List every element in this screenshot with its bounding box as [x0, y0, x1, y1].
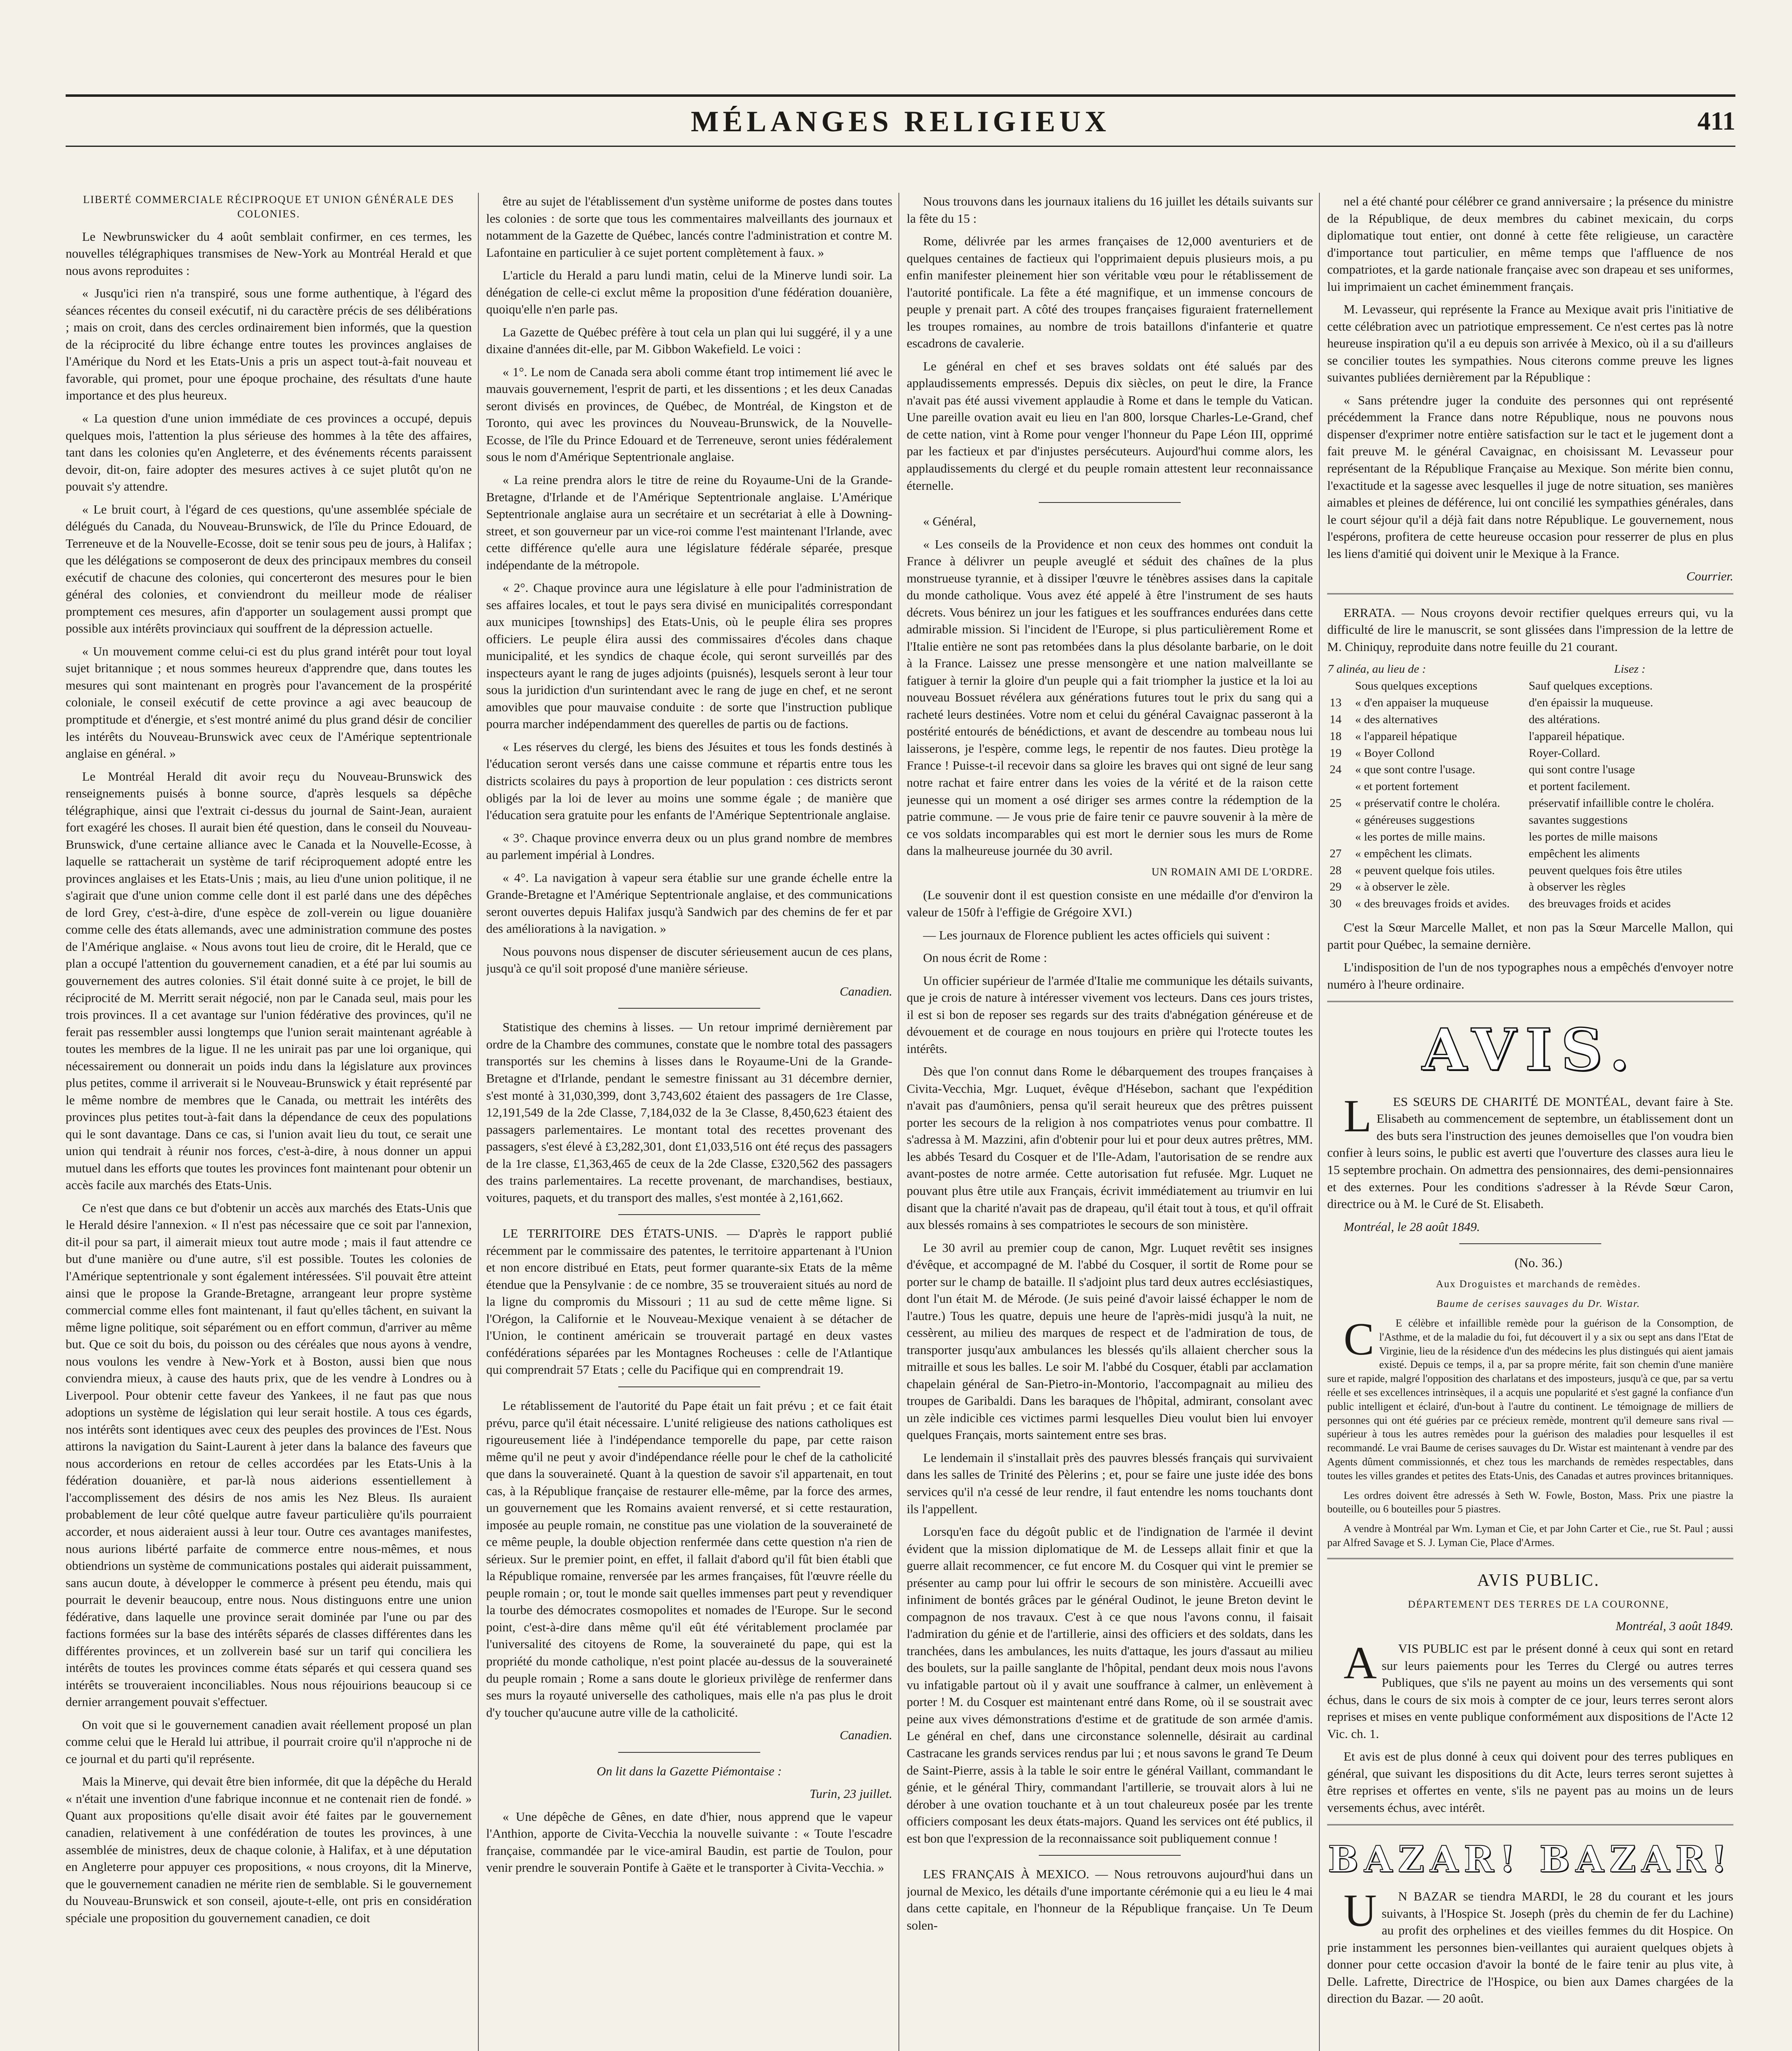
errata-correct: Sauf quelques exceptions. — [1529, 679, 1653, 693]
paragraph: « 3°. Chaque province enverra deux ou un plus grand nombre de membres au parlement impérial à Londres. — [486, 830, 892, 862]
dateline: Montréal, 3 août 1849. — [1616, 1618, 1733, 1633]
avis-public-title: AVIS PUBLIC. — [1477, 1571, 1600, 1590]
divider — [618, 1008, 761, 1009]
paragraph: Le Newbrunswicker du 4 août semblait confirmer, en ces termes, les nouvelles télégraphiques transmises de New-York au Montréal Herald et que nous avons reproduites : — [66, 229, 472, 278]
remedy-text: E célèbre et infaillible remède pour la guérison de la Consomption, de l'Asthme, et de la maladie du foi, fut découvert il y a six ou sept ans dans l'Etat de Virginie, lieu de la résidence d'un des médecins les plus distingués qui aient jamais existé. Depuis ce temps, il a, par sa propre mérite, fait son chemin d'une manière sure et rapide, malgré l'opposition des charlatans et des imposteurs, jusqu'à ce que, par sa vertu réelle et ses excellences intrinsèques, il a acquis une popularité et s'est gagné la confiance d'un public intelligent et éclairé, d'un-bout à l'autre du continent. Le témoignage de milliers de personnes qui ont été guéries par ce précieux remède, montrent qu'il demeure sans rival — supérieur à tous les autres remèdes pour la guérison des maladies pour lesquelles il est recommandé. Le vrai Baume de cerises sauvages du Dr. Wistar est maintenant à vendre par des Agents dûment commissionnés, et chez tous les marchands de remèdes respectables, dans toutes les villes grandes et petites des Etats-Unis, des Canadas et autres provinces britanniques. — [1327, 1317, 1733, 1482]
errata-intro: ERRATA. — Nous croyons devoir rectifier quelques erreurs qui, vu la difficulté de lire le manuscrit, se sont glissées dans l'impression de la lettre de M. Chiniquy, reproduite dans notre feuille du 21 courant. — [1327, 605, 1733, 654]
dateline: Montréal, le 28 août 1849. — [1344, 1219, 1480, 1234]
avis-title: AVIS. — [1422, 1016, 1639, 1084]
errata-wrong: « peuvent quelque fois utiles. — [1355, 863, 1495, 877]
paragraph: (Le souvenir dont il est question consiste en une médaille d'or d'environ la valeur de 150fr à l'effigie de Grégoire XVI.) — [907, 888, 1313, 920]
errata-correct: peuvent quelques fois être utiles — [1529, 863, 1682, 877]
errata-wrong: « préservatif contre le choléra. — [1355, 797, 1500, 810]
errata-wrong: « les portes de mille mains. — [1355, 830, 1486, 843]
errata-wrong: « généreuses suggestions — [1355, 813, 1475, 827]
errata-table — [1327, 661, 1733, 912]
errata-correct: l'appareil hépatique. — [1529, 729, 1625, 743]
department: DÉPARTEMENT DES TERRES DE LA COURONNE, — [1408, 1599, 1669, 1610]
errata-line-number: 18 — [1330, 729, 1342, 743]
divider — [1327, 593, 1733, 594]
errata-wrong: « et portent fortement — [1355, 780, 1459, 793]
errata-wrong: Sous quelques exceptions — [1355, 679, 1478, 693]
signature: UN ROMAIN AMI DE L'ORDRE. — [1152, 866, 1313, 878]
paragraph: Mais la Minerve, qui devait être bien informée, dit que la dépêche du Herald « n'était une invention d'une fabrique inconnue et ne contenait rien de fondé. » Quant aux propositions qu'elle disait avoir été faites par le gouvernement canadien, relativement à une confédération de toutes les provinces, à une assemblée de ministres, deux de chaque colonie, à Halifax, et à une députation en Angleterre pour appuyer ces propositions, « nous croyons, dit la Minerve, que le gouvernement canadien ne mérite rien de semblable. Si le gouvernement du Nouveau-Brunswick et son conseil, ajoute-t-elle, ont pris en considération spéciale une proposition du gouvernement canadien, ce doit — [66, 1774, 472, 1925]
paragraph: « Le bruit court, à l'égard de ces questions, qu'une assemblée spéciale de délégués du Canada, du Nouveau-Brunswick, de l'île du Prince Edouard, de Terreneuve et de la Nouvelle-Ecosse, doit se tenir sous peu de jours, à Halifax ; que les délégations se composeront de deux des principaux membres du conseil exécutif de chacune des colonies, qui concerteront des mesures pour le bien général des colonies, et conviendront du meilleur mode de réaliser promptement ces mesures, afin d'apporter un soulagement aussi prompt que possible aux intérêts provinciaux qui souffrent de la dépression actuelle. — [66, 502, 472, 636]
remedy-sellers: A vendre à Montréal par Wm. Lyman et Cie, et par John Carter et Cie., rue St. Paul ; aussi par Alfred Savage et S. J. Lyman Cie, Place d'Armes. — [1327, 1523, 1733, 1549]
errata-row — [1327, 829, 1733, 845]
column-rule — [478, 193, 479, 2051]
errata-correct: savantes suggestions — [1529, 813, 1628, 827]
divider — [1327, 1001, 1733, 1002]
divider — [1459, 1243, 1602, 1244]
bazar-notice — [1327, 1885, 1733, 2007]
errata-wrong: « Boyer Collond — [1355, 746, 1435, 760]
article-heading: LIBERTÉ COMMERCIALE RÉCIPROQUE ET UNION GÉNÉRALE DES COLONIES. — [83, 194, 455, 220]
dropcap: L — [1344, 1090, 1372, 1142]
avis-public-text: VIS PUBLIC est par le présent donné à ceux qui sont en retard sur leurs paiements pour les Terres du Clergé ou autres terres Publiques, que s'ils ne payent au moins un des versements qui sont échus, dans le cours de six mois à compter de ce jour, leurs terres seront alors reprises et mises en vente publique conformément aux dispositions de l'Acte 12 Vic. ch. 1. — [1327, 1641, 1733, 1741]
signature: Canadien. — [839, 1728, 892, 1743]
paragraph: On voit que si le gouvernement canadien avait réellement proposé un plan comme celui que le Herald lui attribue, il pourrait croire qu'il n'approche ni de ce journal et du parti qu'il représente. — [66, 1717, 472, 1766]
errata-note: C'est la Sœur Marcelle Mallet, et non pas la Sœur Marcelle Mallon, qui partit pour Québec, la semaine dernière. — [1327, 920, 1733, 952]
paragraph: Dès que l'on connut dans Rome le débarquement des troupes françaises à Civita-Vecchia, Mgr. Luquet, évêque d'Hésebon, sachant que l'expédition n'avait pas d'aumôniers, pensa qu'il serait heureux que des prêtres puissent porter les secours de la religion à nos compatriotes venus pour combattre. Il s'adressa à M. Mazzini, afin d'obtenir pour lui et pour deux autres prêtres, MM. les abbés Tesard du Cosquer et de l'Ile-Adam, l'autorisation de se rendre aux avant-postes de notre armée. Cette autorisation fut refusée. Mgr. Luquet ne pouvant plus être utile aux Français, écrivit immédiatement au triumvir en lui disant que la charité n'avait pas de drapeau, qu'il était tout à tous, et qu'il offrait aux blessés romains à ses compatriotes le secours de son ministère. — [907, 1064, 1313, 1232]
errata-line-number — [1327, 812, 1353, 829]
errata-row — [1327, 761, 1733, 778]
paragraph: « Les conseils de la Providence et non ceux des hommes ont conduit la France à délivrer un peuple aveuglé et séduit des chaînes de la plus monstrueuse tyrannie, et à dissiper l'œuvre le ténèbres assises dans la capitale du monde catholique. Vous avez été appelé à être l'instrument de ses hauts décrets. Vous bénirez un jour les fatigues et les souffrances endurées dans cette admirable mission. Si l'incident de l'Europe, si plus particulièrement Rome et l'Italie entière ne sont pas retombées dans la plus désolante barbarie, on le doit à la France. Laissez une presse mensongère et une nation malveillante se fatiguer à ternir la gloire d'un peuple qui a fait triompher la justice et la loi au nouveau Bossuet révélera aux générations futures tout le prix du sang qui a racheté leurs destinées. Votre nom et celui du général Cavaignac passeront à la postérité entourés de bénédictions, et avant de descendre au tombeau nous lui laisserons, je l'espère, comme legs, le repentir de nos fautes. Dieu protège la France ! Puisse-t-il recevoir dans sa gloire les braves qui ont signé de leur sang notre rachat et faire entrer dans les voies de la vérité et de la raison cette jeunesse qui un moment a osé diriger ses armes contre la rédemption de la patrie commune. — Je vous prie de faire tenir ce pauvre souvenir à la mère de ce vos soldats incomparables qui est mort le dernier sous les murs de Rome dans la malheureuse journée du 30 avril. — [907, 537, 1313, 858]
page-header — [66, 94, 1735, 154]
header-rule-top — [66, 94, 1735, 97]
errata-line-number: 13 — [1330, 696, 1342, 709]
errata-line-number: 28 — [1330, 863, 1342, 877]
errata-correct: et portent facilement. — [1529, 780, 1630, 793]
paragraph: « 4°. La navigation à vapeur sera établie sur une grande échelle entre la Grande-Bretagne et l'Amérique Septentrionale anglaise, et des communications seront ouvertes depuis Halifax jusqu'à Sandwich par des chemins de fer et par des améliorations à la navigation. » — [486, 870, 892, 936]
bazar-title: BAZAR! BAZAR! — [1328, 1838, 1733, 1881]
errata-wrong: « des breuvages froids et avides. — [1355, 897, 1510, 911]
paragraph: « Un mouvement comme celui-ci est du plus grand intérêt pour tout loyal sujet britannique ; et nous sommes heureux d'apprendre que, dans toutes les mesures qui sont maintenant en progrès pour l'avancement de la prospérité coloniale, le conseil exécutif de cette province a agi avec beaucoup de promptitude et d'énergie, et s'est montré animé du plus grand désir de concilier les intérêts du Nouveau-Brunswick avec ceux de l'Amérique septentrionale anglaise en général. » — [66, 644, 472, 761]
paragraph: On nous écrit de Rome : — [923, 950, 1047, 965]
paragraph: « Général, — [923, 514, 976, 529]
errata-correct: à observer les règles — [1529, 880, 1626, 894]
paragraph: « 1°. Le nom de Canada sera aboli comme étant trop intimement lié avec le mauvais gouvernement, l'esprit de parti, et les dissentions ; et les deux Canadas seront divisés en provinces, de Québec, de Montréal, de Kingston et de Toronto, qui avec les provinces du Nouveau-Brunswick, de la Nouvelle-Ecosse, de l'île du Prince Edouard et de Terreneuve, seront unies fédéralement sous le nom d'Amérique Septentrionale anglaise. — [486, 364, 892, 464]
errata-body — [1327, 678, 1733, 912]
errata-row — [1327, 694, 1733, 711]
errata-correct: Royer-Collard. — [1529, 746, 1600, 760]
errata-wrong: « que sont contre l'usage. — [1355, 763, 1475, 777]
avis-public-notice — [1327, 1640, 1733, 1742]
dropcap: U — [1344, 1885, 1377, 1937]
paragraph: On lit dans la Gazette Piémontaise : — [597, 1763, 782, 1778]
divider — [618, 1752, 761, 1753]
errata-header-wrong: 7 alinéa, au lieu de : — [1328, 662, 1426, 676]
paragraph: L'article du Herald a paru lundi matin, celui de la Minerve lundi soir. La dénégation de celle-ci exclut même la proposition d'une fédération douanière, quoiqu'elle n'en parle pas. — [486, 268, 892, 317]
avis-text: ES SŒURS DE CHARITÉ DE MONTÉAL, devant faire à Ste. Elisabeth au commencement de septembre, un établissement dont un des buts sera l'instruction des jeunes demoiselles que l'on voudra bien confier à leurs soins, le public est averti que l'ouverture des classes aura lieu le 15 septembre prochain. On admettra des pensionnaires, des demi-pensionnaires et des externes. Pour les conditions s'adresser à la Révde Sœur Caron, directrice ou à M. le Curé de St. Elisabeth. — [1327, 1094, 1733, 1211]
divider — [1327, 1824, 1733, 1825]
errata-header-correct: Lisez : — [1614, 662, 1646, 676]
remedy-ad — [1327, 1316, 1733, 1483]
errata-line-number — [1327, 678, 1353, 694]
errata-line-number: 24 — [1330, 763, 1342, 777]
paragraph: Et avis est de plus donné à ceux qui doivent pour des terres publiques en général, que suivant les dispositions du dit Acte, leurs terres seront sujettes à être reprises et offertes en vente, s'ils ne payent pas au moins un de leurs versements échus, avec intérêt. — [1327, 1749, 1733, 1815]
paragraph: Le 30 avril au premier coup de canon, Mgr. Luquet revêtit ses insignes d'évêque, et accompagné de M. l'abbé du Cosquer, il sortit de Rome pour se porter sur le champ de bataille. Il s'adjoint plus tard deux autres ecclésiastiques, dont l'un était M. de Mérode. (Je suis peiné d'avoir laissé échapper le nom de l'autre.) Tous les quatre, depuis une heure de l'après-midi jusqu'à la nuit, ne cessèrent, au milieu des marques de respect et de l'admiration de tous, de transporter jusqu'aux ambulances les blessés qu'ils allaient chercher sous la mitraille et sous les balles. Le soir M. l'abbé du Cosquer, établi par acclamation chapelain général de San-Pietro-in-Montorio, l'accompagnait au milieu des troupes de Garibaldi. Dans les baraques de l'hôpital, admirant, consolant avec un zèle indicible ces victimes parmi lesquelles Dieu voulut bien lui envoyer quelques Français, morts saintement entre ses bras. — [907, 1240, 1313, 1442]
signature: Canadien. — [839, 984, 892, 998]
paragraph: Un officier supérieur de l'armée d'Italie me communique les détails suivants, que je crois de nature à intéresser vivement vos lecteurs. Dans ces jours tristes, il est si bon de reposer ses regards sur des traits d'abnégation généreuse et de dévouement et de courage en nous toujours en prière qui l'rotecte toutes les intérêts. — [907, 973, 1313, 1056]
errata-correct: des breuvages froids et acides — [1529, 897, 1671, 911]
paragraph: Ce n'est que dans ce but d'obtenir un accès aux marchés des Etats-Unis que le Herald désire l'annexion. « Il n'est pas nécessaire que ce soit par l'annexion, dit-il pour sa part, il aimerait mieux tout autre mode ; mais il faut attendre ce but d'une manière ou d'une autre, s'il est possible. Toutes les colonies de l'Amérique septentrionale y sont également intéressées. S'il pouvait être atteint ainsi que le propose la Grande-Bretagne, arrangeant leur propre système commercial comme elles font maintenant, il faut qu'elles tâchent, en suivant la même ligne politique, soit séparément ou en effort commun, d'arriver au même but. Que ce soit du bois, du poisson ou des céréales que nous ayons à vendre, nous voulons les vendre à New-York et à Boston, aussi bien que nous conviendra mieux, à cause des hauts prix, que de les vendre à Londres ou à Liverpool. Pour obtenir cette faveur des Yankees, il ne faut pas que nous adoptions un système de législation qui leur serait hostile. A tous ces égards, nos intérêts sont identiques avec ceux des peuples des provinces de l'Est. Nous attirons la navigation du Saint-Laurent à jeter dans la balance des faveurs que nous accorderions en retour de celles accordées par les Etats-Unis à la fédération douanière, et par-là nous aiderions essentiellement à l'accomplissement des désirs de nos amis les Nez Bleus. Ils auraient probablement de leur côté quelque autre faveur particulière qu'ils pourraient accorder, et nous aideraient aussi à leur tour. Outre ces avantages manifestes, nous aurions libérté parfaite de commerce entre nous-mêmes, et nous obtiendrions un système de communications postales qui aiderait puissamment, sans aucun doute, à développer le commerce à présent peu étendu, mais qui pourrait le devenir beaucoup, entre nous. Nous distinguons entre une union fédérative, dans laquelle une province serait dominée par l'une ou par des factions formées sur la base des intérêts séparés de classes différentes dans les différentes provinces, et un zollverein basé sur un tarif qui conciliera les intérêts de toutes les provinces comme états séparés et qui cessera quand ses intérêts se trouveraient inconciliables. Nous nous réjouirions beaucoup si ce dernier arrangement pouvait s'effectuer. — [66, 1200, 472, 1709]
errata-line-number: 30 — [1330, 897, 1342, 911]
errata-line-number — [1327, 829, 1353, 845]
errata-line-number: 14 — [1330, 713, 1342, 726]
errata-correct: les portes de mille maisons — [1529, 830, 1658, 843]
divider — [1327, 1558, 1733, 1559]
errata-correct: qui sont contre l'usage — [1529, 763, 1635, 777]
paragraph: — Les journaux de Florence publient les actes officiels qui suivent : — [923, 927, 1270, 942]
errata-row — [1327, 678, 1733, 694]
dateline: Turin, 23 juillet. — [809, 1786, 892, 1801]
paragraph: « Sans prétendre juger la conduite des personnes qui ont représenté précédemment la France dans notre République, nous ne pouvons nous dispenser d'exprimer notre entière satisfaction sur le tact et le jugement dont a fait preuve M. le général Cavaignac, en choisissant M. Levasseur pour représentant de la République Française au Mexique. Son mérite bien connu, l'exactitude et la sagesse avec lesquelles il juge de notre situation, ses manières aimables et pleines de déférence, lui ont concilié les sympathies générales, dans le court séjour qu'il a déjà fait dans notre République. Le gouvernement, nous l'espérons, profitera de cette heureuse occasion pour resserrer de plus en plus les liens d'amitié qui doivent unir le Mexique à la France. — [1327, 393, 1733, 561]
paragraph: Statistique des chemins à lisses. — Un retour imprimé dernièrement par ordre de la Chambre des communes, constate que le nombre total des passagers transportés sur les chemins à lisses dans le Royaume-Uni de la Grande-Bretagne et d'Irlande, pendant le semestre finissant au 31 décembre dernier, s'est monté à 31,030,399, dont 3,743,602 étaient des passagers de 1re Classe, 12,191,549 de la 2de Classe, 7,184,032 de la 3e Classe, 8,450,623 étaient des passagers parlementaires. Le montant total des recettes provenant des passagers, s'est élevé à £3,282,301, dont £1,033,516 ont été reçus des passagers de la 1re classe, £1,363,465 de ceux de la 2de Classe, £320,562 des passagers des trains parlementaires. La recette provenant, de marchandises, bestiaux, voitures, paquets, et du transport des malles, s'est montée à 2,161,662. — [486, 1020, 892, 1205]
paragraph: Le rétablissement de l'autorité du Pape était un fait prévu ; et ce fait était prévu, parce qu'il était nécessaire. L'unité religieuse des nations catholiques est rigoureusement liée à l'indépendance temporelle du pape, par cette raison même qu'il ne peut y avoir d'indépendance réelle pour le chef de la catholicité que dans la souveraineté. Quant à la question de savoir s'il appartenait, en tout cas, à la République française de restaurer elle-même, par la force des armes, un gouvernement que les Romains avaient renversé, et si cette restauration, imposée au peuple romain, ne constitue pas une violation de la souveraineté de ce même peuple, la double objection renfermée dans cette question n'a rien de sérieux. Sur le premier point, en effet, il fallait d'abord qu'il fût bien établi que la République romaine, renversée par les armes françaises, fût l'œuvre réelle du peuple romain ; or, tout le monde sait quelles immenses part peut y revendiquer la tourbe des démocrates cosmopolites et nomades de l'Europe. Sur le second point, c'est-à-dire dans même qu'il eût été véritablement proclamée par l'universalité des citoyens de Rome, la souveraineté du pape, qui est la propriété du monde catholique, n'est point placée au-dessus de la souveraineté du peuple romain ; Rome a sans doute le glorieux privilège de renfermer dans ses murs la royauté universelle des catholiques, mais elle n'a pas plus le droit d'y toucher qu'aucune autre ville de la catholicité. — [486, 1398, 892, 1720]
errata-correct: préservatif infaillible contre le choléra. — [1529, 797, 1714, 810]
paragraph: « Une dépêche de Gênes, en date d'hier, nous apprend que le vapeur l'Anthion, apporte de Civita-Vecchia la nouvelle suivante : « Toute l'escadre française, commandée par le vice-amiral Baudin, est partie de Toulon, pour venir prendre le souverain Pontife à Gaëte et le transporter à Civita-Vecchia. » — [486, 1809, 892, 1875]
remedy-orders: Les ordres doivent être adressés à Seth W. Fowle, Boston, Mass. Prix une piastre la bouteille, ou 6 bouteilles pour 5 piastres. — [1327, 1489, 1733, 1515]
paragraph: « La question d'une union immédiate de ces provinces a occupé, depuis quelques mois, l'attention la plus sérieuse des hommes à la tête des affaires, tant dans les colonies qu'en Angleterre, et des événements récents paraissent devoir, dit-on, faire adopter des mesures actives à ce sujet plutôt qu'on ne pouvait s'y attendre. — [66, 411, 472, 494]
errata-row — [1327, 812, 1733, 829]
dropcap: A — [1344, 1638, 1377, 1689]
bazar-text: N BAZAR se tiendra MARDI, le 28 du courant et les jours suivants, à l'Hospice St. Joseph (près du chemin de fer du Lachine) au profit des orphelines et des vieilles femmes du dit Hospice. On prie instamment les personnes bien-veillantes qui auraient quelques objets à donner pour cette occasion d'avoir la bonté de le faire tenir au plus vite, à Delle. Lafrette, Directrice de l'Hospice, ou bien aux Dames chargées de la direction du Bazar. — 20 août. — [1327, 1889, 1733, 2006]
paragraph: nel a été chanté pour célébrer ce grand anniversaire ; la présence du ministre de la République, de deux membres du cabinet mexicain, du corps diplomatique tout entier, ont donné à cette fête religieuse, un caractère d'importance tout particulier, en même temps que l'affluence de nos compatriotes, et la garde nationale française avec son drapeau et ses uniformes, lui imprimaient un cachet éminemment français. — [1327, 194, 1733, 294]
errata-correct: empêchent les aliments — [1529, 847, 1640, 860]
paragraph: Nous pouvons nous dispenser de discuter sérieusement aucun de ces plans, jusqu'à ce qu'il soit proposé d'une manière sérieuse. — [486, 944, 892, 976]
errata-header-row — [1327, 661, 1733, 678]
errata-row — [1327, 728, 1733, 745]
errata-line-number: 29 — [1330, 880, 1342, 894]
paragraph: « Les réserves du clergé, les biens des Jésuites et tous les fonds destinés à l'éducation seront versés dans une caisse commune et répartis entre tous les districts scolaires du pays à proportion de leur population : ces districts seront obligés par la loi de lever au moins une somme égale ; de manière que l'éducation sera gratuite pour les enfants de l'Amérique Septentrionale anglaise. — [486, 739, 892, 822]
paragraph: être au sujet de l'établissement d'un système uniforme de postes dans toutes les colonies : de sorte que tous les commentaires malveillants des journaux et notamment de la Gazette de Québec, lancés contre l'administration et contre M. Lafontaine en particulier à ce sujet portent complètement à faux. » — [486, 194, 892, 260]
header-rule-bottom — [66, 146, 1735, 147]
column-rule — [898, 193, 899, 2051]
errata-note: L'indisposition de l'un de nos typographes nous a empêchés d'envoyer notre numéro à l'heure ordinaire. — [1327, 960, 1733, 991]
errata-wrong: « l'appareil hépatique — [1355, 729, 1457, 743]
paragraph: « 2°. Chaque province aura une législature à elle pour l'administration de ses affaires locales, et tout le pays sera divisé en municipalités correspondant aux municipes [townships] des Etats-Unis, où le peuple élira ses propres officiers. Le peuple élira aussi des commissaires d'écoles dans chaque municipalité, et les syndics de chaque école, qui seront surveillés par des inspecteurs ayant le rang de juges adjoints (puisnés), lesquels seront à leur tour sous la juridiction d'un surintendant avec le rang de juge en chef, et ne seront amovibles que pour mauvaise conduite : de sorte que l'instruction publique pourra marcher indépendamment des querelles de partis ou de factions. — [486, 580, 892, 731]
errata-row — [1327, 711, 1733, 728]
paragraph: Rome, délivrée par les armes françaises de 12,000 aventuriers et de quelques centaines de factieux qui l'opprimaient depuis plusieurs mois, a pu enfin manifester pleinement hier son véritable vœu pour le rétablissement de l'autorité pontificale. La fête a été magnifique, et un immense concours de peuple y prenait part. A côté des troupes françaises figuraient fraternellement les troupes romaines, au nombre de trois bataillons d'infanterie et quatre escadrons de cavalerie. — [907, 234, 1313, 351]
divider — [618, 1386, 761, 1387]
errata-row — [1327, 879, 1733, 895]
paragraph: LE TERRITOIRE DES ÉTATS-UNIS. — D'après le rapport publié récemment par le commissaire des patentes, le territoire appartenant à l'Union et non encore distribué en Etats, peut former quarante-six Etats de la même étendue que la Pensylvanie : de ce nombre, 35 se trouveraient situés au nord de la ligne du compromis du Missouri ; 11 au sud de cette même ligne. Si l'Orégon, la Californie et le Nouveau-Mexique venaient à se détacher de l'Union, le continent américain se trouverait partagé en deux vastes confédérations séparées par les Montagnes Rocheuses : celle de l'Atlantique qui comprendrait 57 Etats ; celle du Pacifique qui en comprendrait 19. — [486, 1226, 892, 1377]
divider — [1039, 502, 1181, 503]
paragraph: Lorsqu'en face du dégoût public et de l'indignation de l'armée il devint évident que la mission diplomatique de M. de Lesseps allait finir et que la guerre allait recommencer, ce fut encore M. du Cosquer qui vint le premier se présenter au camp pour lui offrir le secours de son ministère. Accueilli avec infiniment de bontés grâces par le général Oudinot, le jeune Breton devint le compagnon de nos travaux. C'est à ce que nous l'avons connu, il faisait l'admiration du génie et de l'artillerie, ainsi des officiers et des soldats, dans les tranchées, dans les ambulances, les nuits d'attaque, les jours d'assaut au milieu des boulets, sur la paille sanglante de l'hôpital, pendant deux mois nous l'avons vu infatigable partout où il y avait une souffrance à calmer, un enlèvement à porter ! M. du Cosquer est maintenant entré dans Rome, où il se soustrait avec peine aux vives démonstrations d'estime et de gratitude de son armée d'amis. Le général en chef, dans une circonstance solennelle, désirait au cardinal Castracane les grands services rendus par lui ; et nous savons le grand Te Deum de Saint-Pierre, assis à la table le soir entre le général Vaillant, commandant le génie, et le général Thiry, commandant l'artillerie, se trouvait alors à lui ne dérober à une ovation touchante et à un tout chaleureux posée par les trente officiers composant les deux états-majors. Quand les services ont été publics, il est bon que l'expression de la reconnaissance soit publiquement connue ! — [907, 1524, 1313, 1845]
divider — [618, 1214, 761, 1215]
errata-wrong: « à observer le zèle. — [1355, 880, 1450, 894]
paragraph: LES FRANÇAIS À MEXICO. — Nous retrouvons aujourd'hui dans un journal de Mexico, les détails d'une importante cérémonie qui a eu lieu le 4 mai dans cette capitale, en l'honneur de la République française. Un Te Deum solen- — [907, 1867, 1313, 1932]
column-rule — [1319, 193, 1320, 2051]
column-1 — [66, 193, 472, 2051]
paragraph: Le général en chef et ses braves soldats ont été salués par des applaudissements empressés. Depuis dix siècles, on peut le dire, la France n'avait pas été aussi vivement applaudie à Rome et dans le temple du Vatican. Une pareille ovation avait eu lieu en l'an 800, lorsque Charles-Le-Grand, chef de cette nation, vint à Rome pour venger l'honneur du Pape Léon III, opprimé par les factieux et par d'injustes persécuteurs. Aujourd'hui comme alors, les applaudissements du clergé et du peuple romain attestent leur reconnaissance éternelle. — [907, 359, 1313, 493]
column-3 — [907, 193, 1313, 2051]
errata-line-number: 27 — [1330, 847, 1342, 860]
signature: Courrier. — [1686, 569, 1733, 584]
paragraph: La Gazette de Québec préfère à tout cela un plan qui lui suggéré, il y a une dixaine d'années dit-elle, par M. Gibbon Wakefield. Le voici : — [486, 324, 892, 356]
notice-number: (No. 36.) — [1514, 1255, 1563, 1270]
column-2 — [486, 193, 892, 2051]
errata-correct: des altérations. — [1529, 713, 1600, 726]
errata-row — [1327, 795, 1733, 812]
errata-line-number: 25 — [1330, 797, 1342, 810]
paragraph: Le lendemain il s'installait près des pauvres blessés français qui survivaient dans les salles de Trinité des Pèlerins ; et, pour se faire une juste idée des bons services qu'il n'a cessé de leur rendre, il faut entendre les noms touchants dont ils l'appellent. — [907, 1450, 1313, 1516]
avis-notice — [1327, 1090, 1733, 1213]
column-4 — [1327, 193, 1733, 2051]
errata-wrong: « d'en appaiser la muqueuse — [1355, 696, 1489, 709]
errata-row — [1327, 778, 1733, 795]
remedy-subtitle: Aux Droguistes et marchands de remèdes. — [1435, 1279, 1641, 1290]
errata-row — [1327, 845, 1733, 862]
paragraph: « Jusqu'ici rien n'a transpiré, sous une forme authentique, à l'égard des séances récentes du conseil exécutif, ni du caractère précis de ses délibérations ; mais on croit, dans des cercles ordinairement bien informés, que la question de la réciprocité du libre échange entre toutes les provinces anglaises de l'Amérique du Nord et les Etats-Unis a pris un aspect tout-à-fait nouveau et favorable, qui promet, pour une époque prochaine, des résultats d'une haute importance et des plus heureux. — [66, 286, 472, 403]
errata-line-number: 19 — [1330, 746, 1342, 760]
divider — [1039, 1855, 1181, 1856]
errata-line-number — [1327, 778, 1353, 795]
remedy-title: Baume de cerises sauvages du Dr. Wistar. — [1436, 1298, 1641, 1309]
page-title: MÉLANGES RELIGIEUX — [690, 105, 1111, 138]
paragraph: M. Levasseur, qui représente la France au Mexique avait pris l'initiative de cette célébration avec un patriotique empressement. Ce n'est certes pas là notre heureuse inspiration qu'il a eu depuis son arrivée à Mexico, où il a su d'ailleurs se concilier toutes les sympathies. Nous citerons comme preuve les lignes suivantes publiées dernièrement par la République : — [1327, 302, 1733, 385]
errata-wrong: « empêchent les climats. — [1355, 847, 1472, 860]
page-number: 411 — [1697, 106, 1735, 135]
paragraph: « La reine prendra alors le titre de reine du Royaume-Uni de la Grande-Bretagne, d'Irlande et de l'Amérique Septentrionale anglaise. L'Amérique Septentrionale anglaise aura un secrétaire et un secrétariat à elle à Downing-street, et son gouverneur par un vice-roi comme l'est maintenant l'Irlande, avec cette différence qu'elle aura une législature fédérale séparée, presque indépendante de la métropole. — [486, 472, 892, 572]
errata-row — [1327, 745, 1733, 762]
errata-row — [1327, 862, 1733, 879]
paragraph: Le Montréal Herald dit avoir reçu du Nouveau-Brunswick des renseignements puisés à bonne source, d'après lesquels sa dépêche télégraphique, ainsi que l'extrait ci-dessus du journal de Saint-Jean, auraient fort exagéré les choses. Il aurait bien été question, dans le conseil du Nouveau-Brunswick, d'une certaine alliance avec le Canada et la Nouvelle-Ecosse, à laquelle se rattacherait un système de tarif réciproquement adopté entre les provinces anglaises et les Etats-Unis ; mais, au lieu d'une union politique, il ne s'agirait que d'une union comme celle dont il est parlé dans une des dépêches de lord Grey, c'est-à-dire, d'une espèce de zoll-verein ou ligue douanière comme celle des états allemands, avec une administration commune des postes de l'Amérique anglaise. « Nous avons tout lieu de croire, dit le Herald, que ce plan a occupé l'attention du gouvernement canadien, et a été par lui soumis au gouvernement des autres colonies. S'il était donné suite à ce projet, le bill de réciprocité de M. Merritt serait négocié, non par le Canada seul, mais pour les trois provinces. Il a cet avantage sur l'union fédérative des provinces, qu'il ne ferait pas ressembler aussi longtemps que l'union serait maintenant agréable à toutes les membres de la ligue. Il ne les unirait pas par une loi organique, qui nécessairement ou donnerait un poids indu dans la législature aux provinces plus petites, comme il arriverait si le Nouveau-Brunswick y était représenté par le même nombre de membres que le Canada, ou mettrait les intérêts des provinces plus petites tout-à-fait dans la dépendance de ceux des populations qui le sont davantage. Dans ce cas, si l'union avait lieu du tout, ce serait une union qui tendrait à réunir nos forces, c'est-à-dire, à nous donner un appui mutuel dans les efforts que toutes les provinces font maintenant pour obtenir un accès facile aux marchés des Etats-Unis. — [66, 769, 472, 1192]
errata-correct: d'en épaissir la muqueuse. — [1529, 696, 1653, 709]
dropcap: C — [1344, 1314, 1374, 1365]
errata-wrong: « des alternatives — [1355, 713, 1438, 726]
errata-row — [1327, 895, 1733, 912]
paragraph: Nous trouvons dans les journaux italiens du 16 juillet les détails suivants sur la fête du 15 : — [907, 194, 1313, 226]
